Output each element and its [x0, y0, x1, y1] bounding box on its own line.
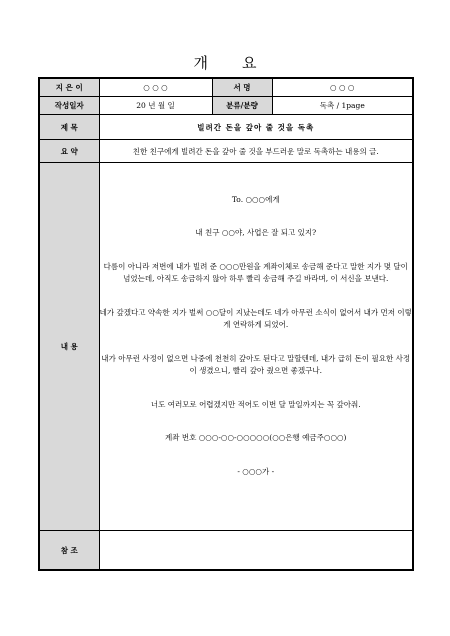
content-paragraph-deadline: 너도 여러모로 어렵겠지만 적어도 이번 달 말일까지는 꼭 갚아줘.	[150, 399, 361, 409]
category-value: 독촉 / 1page	[272, 97, 413, 115]
content-paragraph-opening: 내 친구 ○○야, 사업은 잘 되고 있지?	[195, 228, 317, 238]
document-title	[0, 52, 450, 73]
summary-form-table	[38, 77, 414, 571]
signature-label: 서 명	[212, 78, 272, 97]
author-value: ○ ○ ○	[99, 78, 212, 97]
signature-value: ○ ○ ○	[272, 78, 413, 97]
content-paragraph-signoff: - ○○○가 -	[237, 466, 275, 476]
subject-label: 제 목	[39, 115, 99, 140]
category-label: 분류/분량	[212, 97, 272, 115]
content-label: 내 용	[39, 163, 99, 531]
content-paragraph-account: 계좌 번호 ○○○-○○-○○○○○(○○은행 예금주○○○)	[165, 433, 347, 443]
content-paragraph-greeting: To. ○○○에게	[231, 194, 280, 204]
reference-label: 참 조	[39, 531, 99, 571]
subject-value: 빌려간 돈을 갚아 줄 것을 독촉	[99, 115, 413, 140]
author-label: 지 은 이	[39, 78, 99, 97]
summary-value: 친한 친구에게 빌려간 돈을 갚아 줄 것을 부드러운 말로 독촉하는 내용의 글.	[99, 140, 413, 163]
reference-value	[99, 531, 413, 571]
title-char-2: 요	[242, 54, 257, 72]
content-paragraph-request: 다름이 아니라 저번에 내가 빌려 준 ○○○만원을 계좌이체로 송금해 준다고 말한 지가 몇 달이 넘었는데, 아직도 송금하지 않아 하루 빨리 송금해 주길 바라며, 이 서신을 보낸다.	[103, 261, 408, 284]
content-paragraph-delay: 네가 갚겠다고 약속한 지가 벌써 ○○달이 지났는데도 네가 아무런 소식이 없어서 내가 먼저 이렇게 연락하게 되었어.	[99, 307, 412, 330]
content-body	[99, 163, 413, 531]
summary-label: 요 약	[39, 140, 99, 163]
date-label: 작성일자	[39, 97, 99, 115]
date-value: 20 년 월 일	[99, 97, 212, 115]
title-char-1: 개	[193, 54, 208, 72]
content-paragraph-urgency: 내가 아무런 사정이 없으면 나중에 천천히 갚아도 된다고 말할텐데, 내가 급히 돈이 필요한 사정이 생겼으니, 빨리 갚아 줬으면 좋겠구나.	[101, 353, 411, 376]
